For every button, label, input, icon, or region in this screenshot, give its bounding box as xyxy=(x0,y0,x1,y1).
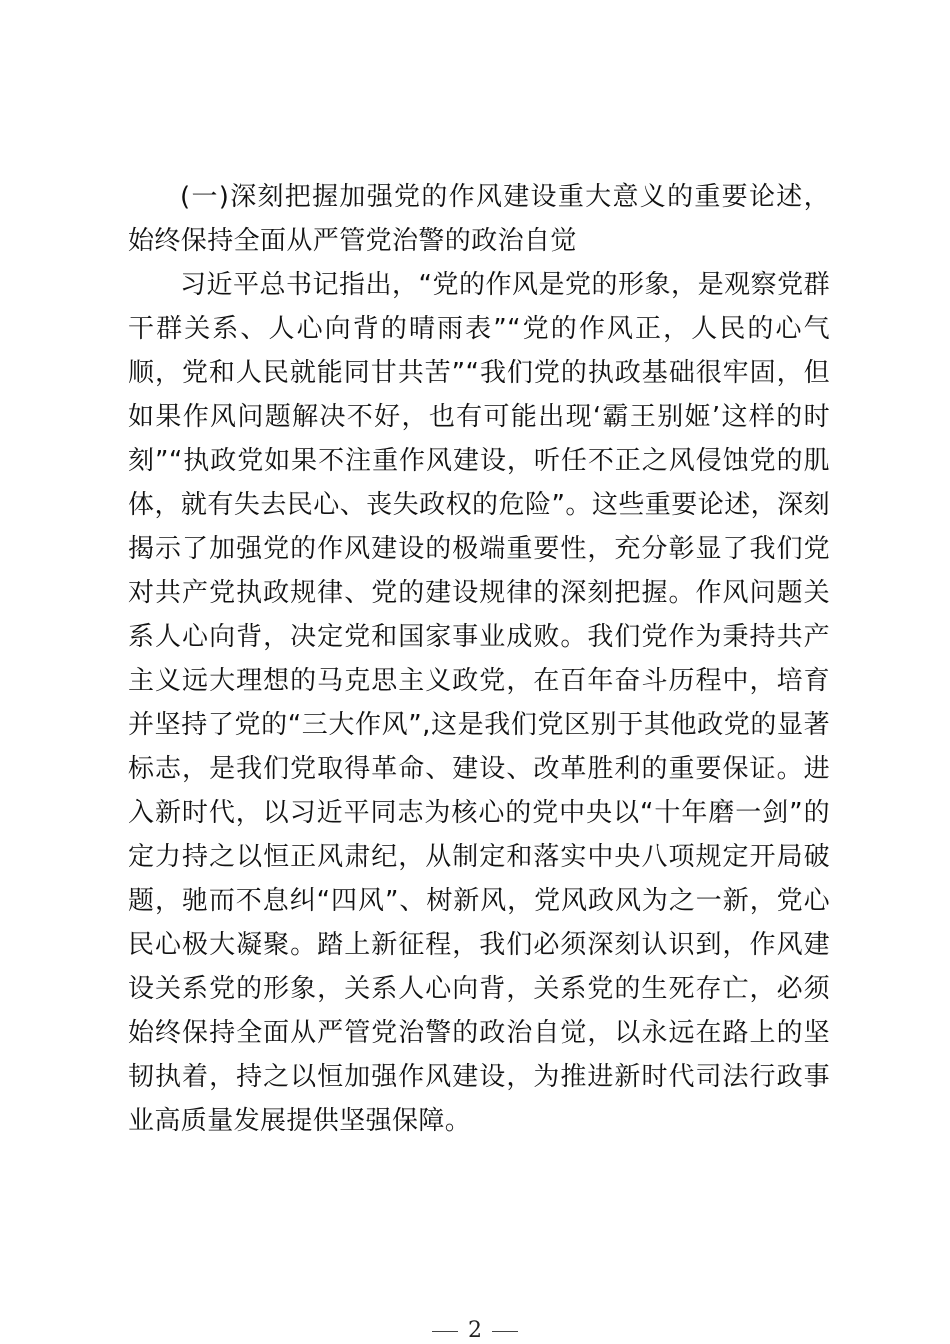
body-paragraph: 习近平总书记指出，“党的作风是党的形象，是观察党群干群关系、人心向背的晴雨表”“党的作风正，人民的心气顺，党和人民就能同甘共苦”“我们党的执政基础很牢固，但如果作风问题解决不好，也有可能出现‘霸王别姬’这样的时刻”“执政党如果不注重作风建设，听任不正之风侵蚀党的肌体，就有失去民心、丧失政权的危险”。这些重要论述，深刻揭示了加强党的作风建设的极端重要性，充分彰显了我们党对共产党执政规律、党的建设规律的深刻把握。作风问题关系人心向背，决定党和国家事业成败。我们党作为秉持共产主义远大理想的马克思主义政党，在百年奋斗历程中，培育并坚持了党的“三大作风”,这是我们党区别于其他政党的显著标志，是我们党取得革命、建设、改革胜利的重要保证。进入新时代，以习近平同志为核心的党中央以“十年磨一剑”的定力持之以恒正风肃纪，从制定和落实中央八项规定开局破题，驰而不息纠“四风”、树新风，党风政风为之一新，党心民心极大凝聚。踏上新征程，我们必须深刻认识到，作风建设关系党的形象，关系人心向背，关系党的生死存亡，必须始终保持全面从严管党治警的政治自觉，以永远在路上的坚韧执着，持之以恒加强作风建设，为推进新时代司法行政事业高质量发展提供坚强保障。 xyxy=(128,270,830,1136)
footer-right-dash xyxy=(492,1331,518,1332)
document-body xyxy=(128,175,830,1143)
section-heading: (一)深刻把握加强党的作风建设重大意义的重要论述，始终保持全面从严管党治警的政治自觉 xyxy=(128,182,830,256)
page-footer xyxy=(0,1318,950,1344)
footer-left-dash xyxy=(432,1331,458,1332)
page-number: 2 xyxy=(468,1318,482,1343)
